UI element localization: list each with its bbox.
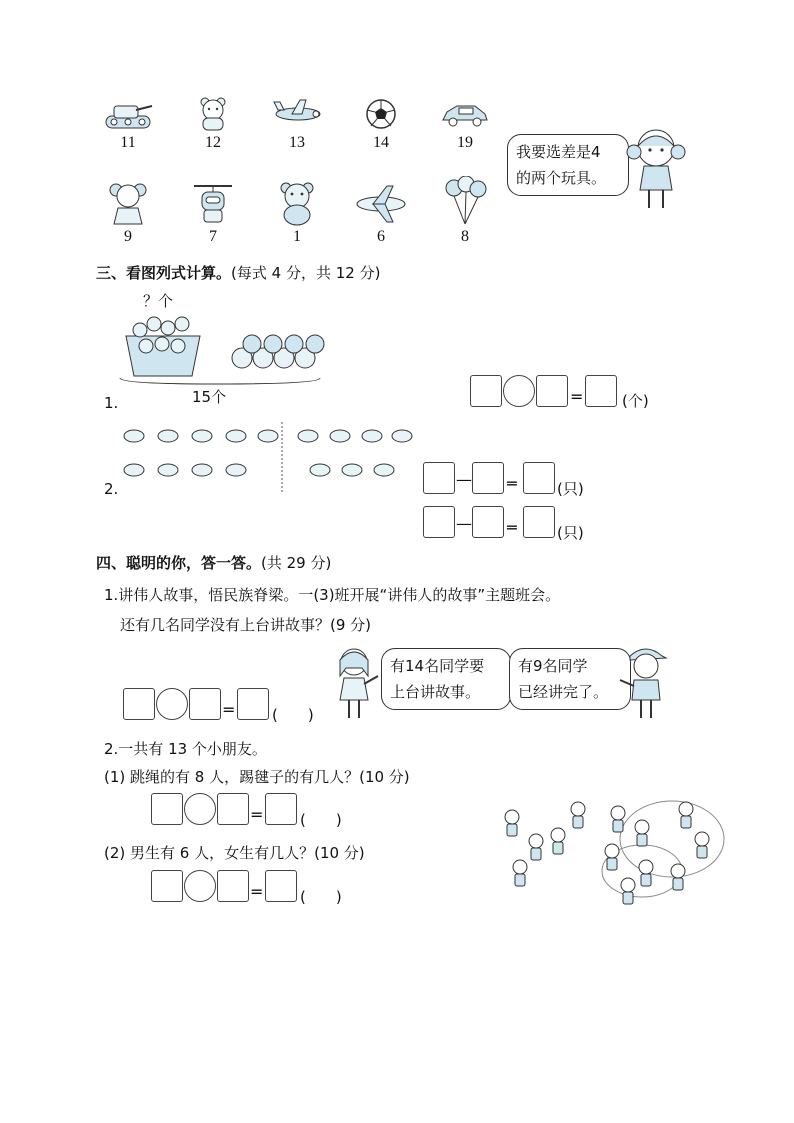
question-text: (2) 男生有 6 人，女生有几人？(10 分): [104, 844, 365, 862]
answer-box[interactable]: [536, 375, 568, 407]
boy-speech-bubble-q1: [509, 648, 631, 710]
girl-speech-bubble: [507, 134, 629, 196]
toy-car-icon: [439, 96, 491, 132]
robot-helicopter-icon: [188, 180, 238, 226]
question-text: 2.一共有 13 个小朋友。: [104, 740, 267, 758]
toy-item: [98, 180, 158, 246]
toy-item: [267, 180, 327, 246]
bear-toy-icon: [193, 96, 233, 132]
unit-label: (个): [622, 392, 649, 410]
toy-item: [98, 96, 158, 152]
question-number: 1.: [104, 394, 119, 412]
answer-box[interactable]: [265, 870, 297, 902]
minus-sign: —: [456, 514, 472, 533]
toy-item: [183, 96, 243, 152]
equals-sign: =: [250, 805, 264, 824]
doll-icon: [108, 180, 148, 226]
answer-box[interactable]: [217, 793, 249, 825]
operator-circle[interactable]: [503, 375, 535, 407]
toy-item: [351, 96, 411, 152]
teddy-bear-icon: [275, 180, 319, 226]
toy-number: 19: [457, 134, 473, 151]
answer-box[interactable]: [217, 870, 249, 902]
bubble-line: 我要选差是4: [516, 143, 601, 161]
equals-sign: ═: [507, 474, 517, 493]
total-label: 15个: [192, 388, 227, 406]
section-title: 四、聪明的你，答一答。: [96, 554, 262, 572]
minus-sign: —: [456, 470, 472, 489]
answer-box[interactable]: [585, 375, 617, 407]
bubble-line: 上台讲故事。: [390, 683, 481, 701]
toy-number: 11: [120, 134, 136, 151]
section-note: (共 29 分): [261, 554, 332, 572]
answer-box[interactable]: [423, 462, 455, 494]
question-text: 还有几名同学没有上台讲故事？(9 分): [120, 616, 372, 634]
answer-box[interactable]: [472, 462, 504, 494]
airplane-toy-icon: [270, 96, 324, 132]
toy-number: 13: [289, 134, 305, 151]
answer-box[interactable]: [151, 793, 183, 825]
unit-label: ( ): [300, 888, 342, 906]
equals-sign: =: [570, 387, 584, 406]
equals-sign: =: [222, 700, 236, 719]
bubble-line: 有14名同学要: [390, 657, 485, 675]
unit-label: ( ): [300, 811, 342, 829]
toy-number: 1: [293, 228, 301, 245]
section-3-heading: [96, 262, 380, 283]
toy-number: 8: [461, 228, 469, 245]
question-number: 2.: [104, 480, 119, 498]
answer-box[interactable]: [265, 793, 297, 825]
section-title: 三、看图列式计算。: [96, 264, 232, 282]
rabbits-figure: [120, 420, 420, 496]
answer-box[interactable]: [472, 506, 504, 538]
unit-label: (只): [557, 524, 584, 542]
equals-sign: ═: [507, 518, 517, 537]
answer-box[interactable]: [151, 870, 183, 902]
toy-item: [435, 176, 495, 246]
apples-figure: [118, 306, 328, 388]
jet-plane-icon: [353, 180, 409, 226]
operator-circle[interactable]: [156, 688, 188, 720]
toy-item: [435, 96, 495, 152]
answer-box[interactable]: [237, 688, 269, 720]
unit-label: (只): [557, 480, 584, 498]
operator-circle[interactable]: [184, 870, 216, 902]
toy-number: 12: [205, 134, 221, 151]
tank-toy-icon: [102, 96, 154, 132]
girl-character-icon: [616, 124, 696, 214]
section-note: (每式 4 分，共 12 分): [231, 264, 381, 282]
answer-box[interactable]: [523, 462, 555, 494]
answer-box[interactable]: [189, 688, 221, 720]
toy-number: 14: [373, 134, 389, 151]
bubble-line: 的两个玩具。: [516, 169, 607, 187]
answer-box[interactable]: [470, 375, 502, 407]
children-playing-illustration: [492, 795, 728, 907]
toy-number: 6: [377, 228, 385, 245]
section-4-heading: [96, 552, 331, 573]
question-mark-label: ？个: [143, 292, 174, 310]
soccer-ball-icon: [363, 96, 399, 132]
unit-label: ( ): [272, 706, 314, 724]
toy-number: 7: [209, 228, 217, 245]
bubble-line: 已经讲完了。: [518, 683, 609, 701]
answer-box[interactable]: [123, 688, 155, 720]
toy-number: 9: [124, 228, 132, 245]
boy-speaker-icon: [616, 644, 674, 722]
toy-item: [267, 96, 327, 152]
question-text: (1) 跳绳的有 8 人，踢毽子的有几人？(10 分): [104, 768, 410, 786]
answer-box[interactable]: [523, 506, 555, 538]
toy-item: [183, 180, 243, 246]
equals-sign: =: [250, 882, 264, 901]
balloons-icon: [440, 176, 490, 226]
operator-circle[interactable]: [184, 793, 216, 825]
girl-speech-bubble-q1: [381, 648, 511, 710]
girl-speaker-icon: [326, 644, 382, 722]
answer-box[interactable]: [423, 506, 455, 538]
question-text: 1.讲伟人故事，悟民族脊梁。一(3)班开展“讲伟人的故事”主题班会。: [104, 586, 561, 604]
toy-item: [351, 180, 411, 246]
bubble-line: 有9名同学: [518, 657, 588, 675]
